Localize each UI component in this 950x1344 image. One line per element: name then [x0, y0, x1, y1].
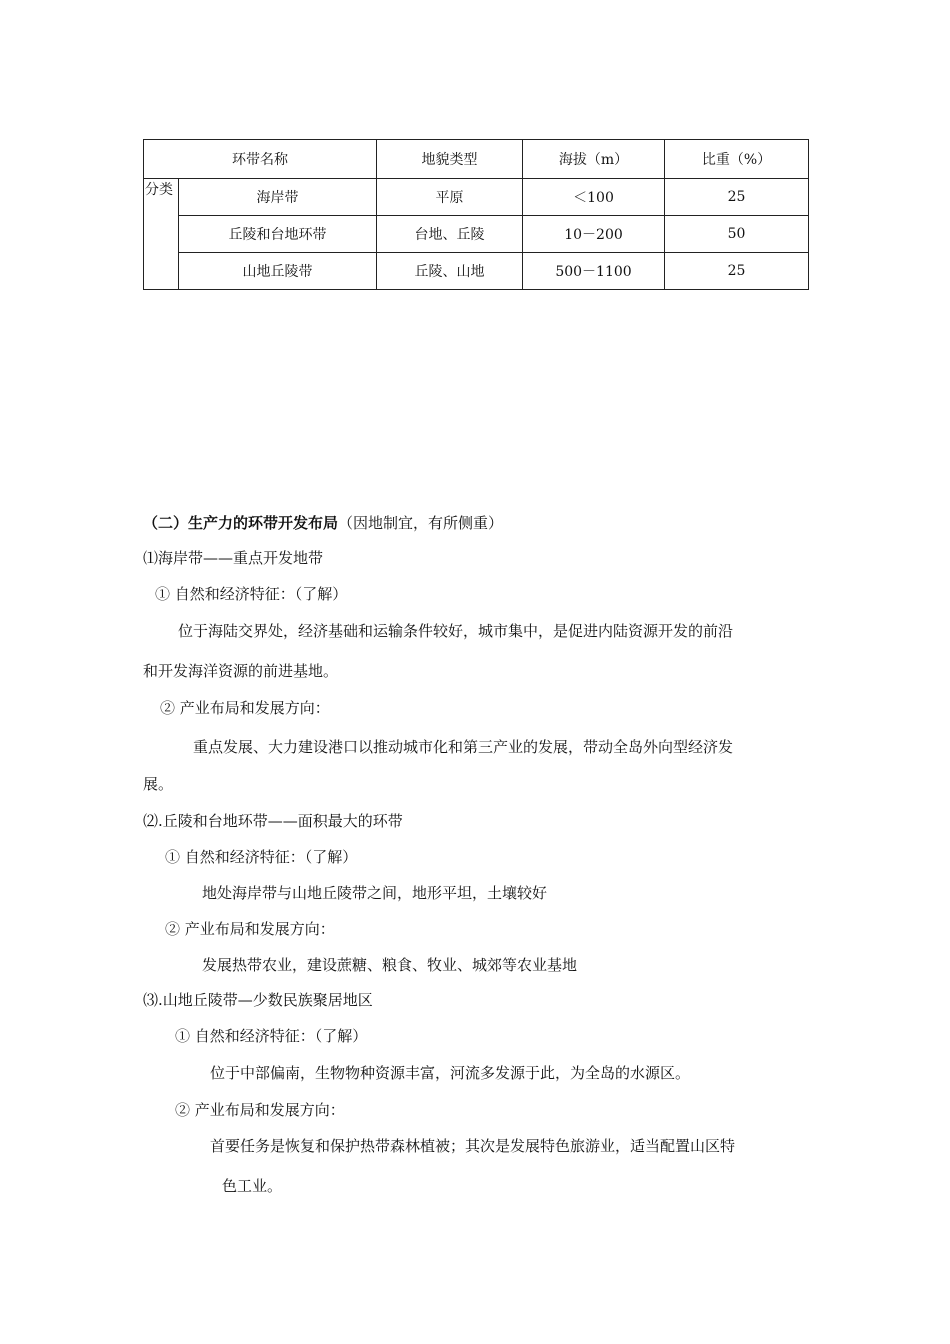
- zone3-industry-text-cont: 色工业。: [222, 1177, 283, 1195]
- zone2-industry-text: 发展热带农业，建设蔗糖、粮食、牧业、城郊等农业基地: [202, 956, 578, 974]
- section-title: [143, 513, 503, 533]
- zone1-features-text-cont: 和开发海洋资源的前进基地。: [143, 662, 339, 680]
- section-title-note: （因地制宜，有所侧重）: [338, 514, 504, 532]
- altitude-cell: 500－1100: [523, 253, 665, 290]
- share-cell: 25: [665, 253, 809, 290]
- altitude-cell: 10－200: [523, 216, 665, 253]
- zone3-features-text: 位于中部偏南，生物物种资源丰富，河流多发源于此，为全岛的水源区。: [210, 1064, 691, 1082]
- zone-name-cell: 山地丘陵带: [179, 253, 377, 290]
- zone1-industry-text-cont: 展。: [143, 775, 174, 793]
- header-zone-name: 环带名称: [144, 140, 377, 179]
- header-share: 比重（%）: [665, 140, 809, 179]
- altitude-cell: ＜100: [523, 179, 665, 216]
- header-altitude: 海拔（m）: [523, 140, 665, 179]
- landform-zone-table: [143, 139, 809, 290]
- landform-cell: 丘陵、山地: [377, 253, 523, 290]
- zone1-industry-text: 重点发展、大力建设港口以推动城市化和第三产业的发展，带动全岛外向型经济发: [193, 738, 734, 756]
- zone1-heading: ⑴海岸带——重点开发地带: [143, 549, 324, 567]
- category-label: 分类: [144, 179, 179, 290]
- zone3-industry-text: 首要任务是恢复和保护热带森林植被；其次是发展特色旅游业，适当配置山区特: [210, 1137, 736, 1155]
- zone-name-cell: 海岸带: [179, 179, 377, 216]
- landform-cell: 台地、丘陵: [377, 216, 523, 253]
- zone2-sub-features: ① 自然和经济特征：（了解）: [165, 848, 358, 866]
- zone1-sub-features: ① 自然和经济特征：（了解）: [155, 585, 348, 603]
- zone3-sub-industry: ② 产业布局和发展方向：: [175, 1101, 345, 1119]
- zone3-sub-features: ① 自然和经济特征：（了解）: [175, 1027, 368, 1045]
- table-row: [144, 253, 809, 290]
- landform-cell: 平原: [377, 179, 523, 216]
- zone2-heading: ⑵.丘陵和台地环带——面积最大的环带: [143, 812, 403, 830]
- share-cell: 25: [665, 179, 809, 216]
- zone2-features-text: 地处海岸带与山地丘陵带之间，地形平坦，土壤较好: [202, 884, 548, 902]
- table-row: [144, 216, 809, 253]
- section-title-bold: （二）生产力的环带开发布局: [143, 514, 339, 532]
- share-cell: 50: [665, 216, 809, 253]
- table-row: [144, 179, 809, 216]
- header-landform: 地貌类型: [377, 140, 523, 179]
- zone1-sub-industry: ② 产业布局和发展方向：: [160, 699, 330, 717]
- table-header-row: [144, 140, 809, 179]
- zone2-sub-industry: ② 产业布局和发展方向：: [165, 920, 335, 938]
- zone-name-cell: 丘陵和台地环带: [179, 216, 377, 253]
- zone3-heading: ⑶.山地丘陵带—少数民族聚居地区: [143, 991, 373, 1009]
- zone1-features-text: 位于海陆交界处，经济基础和运输条件较好，城市集中，是促进内陆资源开发的前沿: [178, 622, 734, 640]
